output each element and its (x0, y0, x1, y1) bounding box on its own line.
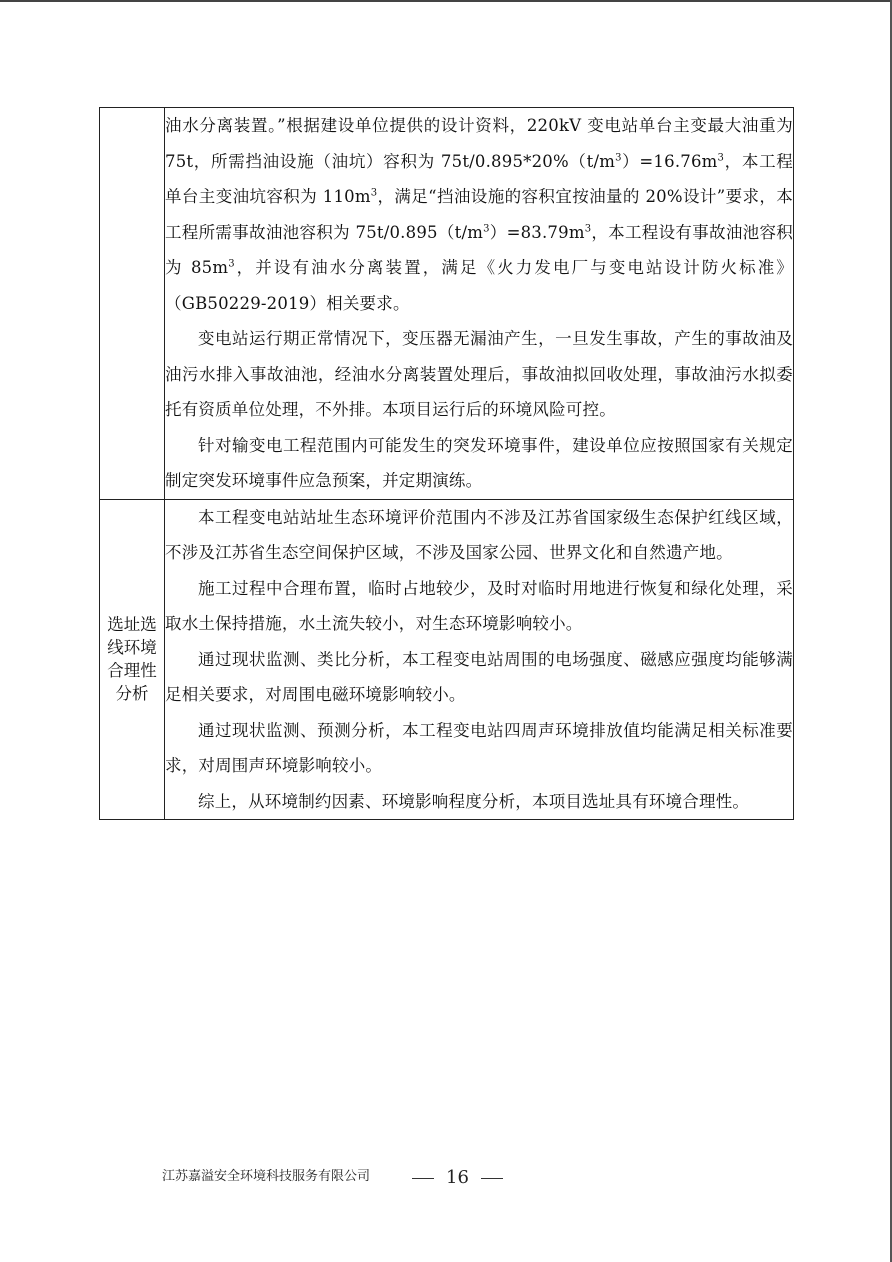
text-run: ，本工程单台主变油坑容积为 110m (165, 151, 793, 206)
site-selection-label-cell (100, 499, 165, 820)
risk-paragraphs (165, 108, 793, 499)
label-line: 分析 (115, 684, 149, 704)
text-run: 综上，从环境制约因素、环境影响程度分析，本项目选址具有环境合理性。 (198, 791, 750, 811)
text-run: ，本工程设有事故油池容积为 85m (165, 222, 793, 277)
analysis-table (99, 107, 794, 820)
superscript: 3 (584, 223, 592, 234)
page-dash-right (481, 1178, 503, 1179)
text-run: ）=16.76m (621, 151, 718, 171)
paragraph (165, 784, 793, 820)
risk-content-cell (165, 108, 794, 500)
text-run: ，满足“挡油设施的容积宜按油量的 20%设计”要求，本工程所需事故油池容积为 75t/0.895（t/m (165, 187, 793, 242)
page-number-value: 16 (446, 1167, 469, 1188)
superscript: 3 (615, 152, 622, 163)
paragraph (165, 713, 793, 784)
text-run: 变电站运行期正常情况下，变压器无漏油产生，一旦发生事故，产生的事故油及油污水排入事故油池，经油水分离装置处理后，事故油拟回收处理，事故油污水拟委托有资质单位处理，不外排。本项目运行后的环境风险可控。 (165, 329, 793, 419)
site-selection-content-cell (165, 499, 794, 820)
paragraph (165, 428, 793, 499)
table-row (100, 108, 794, 500)
paragraph (165, 500, 793, 571)
page-dash-left (412, 1178, 434, 1179)
row-label-cell (100, 108, 165, 500)
label-line: 合理性 (107, 661, 157, 681)
text-run: 本工程变电站站址生态环境评价范围内不涉及江苏省国家级生态保护红线区域，不涉及江苏省生态空间保护区域，不涉及国家公园、世界文化和自然遗产地。 (165, 507, 793, 562)
text-run: 施工过程中合理布置，临时占地较少，及时对临时用地进行恢复和绿化处理，采取水土保持措施，水土流失较小，对生态环境影响较小。 (165, 578, 793, 633)
paragraph (165, 642, 793, 713)
text-run: 通过现状监测、类比分析，本工程变电站周围的电场强度、磁感应强度均能够满足相关要求，对周围电磁环境影响较小。 (165, 649, 793, 704)
text-run: ）=83.79m (489, 222, 585, 242)
page-number (400, 1167, 515, 1188)
text-run: 针对输变电工程范围内可能发生的突发环境事件，建设单位应按照国家有关规定制定突发环境事件应急预案，并定期演练。 (165, 435, 793, 490)
superscript: 3 (370, 187, 378, 199)
site-selection-paragraphs (165, 500, 793, 820)
label-line: 选址选 (107, 615, 157, 635)
text-run: 油水分离装置。”根据建设单位提供的设计资料，220kV 变电站单台主变最大油重为 75t，所需挡油设施（油坑）容积为 75t/0.895*20%（t/m (165, 116, 793, 171)
paragraph (165, 571, 793, 642)
label-line: 线环境 (107, 638, 157, 658)
superscript: 3 (717, 152, 725, 163)
paragraph (165, 108, 793, 321)
text-run: 通过现状监测、预测分析，本工程变电站四周声环境排放值均能满足相关标准要求，对周围声环境影响较小。 (165, 720, 793, 775)
footer-company: 江苏嘉溢安全环境科技服务有限公司 (162, 1169, 371, 1184)
superscript: 3 (228, 258, 235, 270)
text-run: ，并设有油水分离装置，满足《火力发电厂与变电站设计防火标准》（GB50229-2019）相关要求。 (165, 258, 793, 313)
table-row (100, 499, 794, 820)
superscript: 3 (483, 223, 490, 234)
site-selection-label (100, 613, 164, 705)
top-border-line (0, 0, 892, 2)
paragraph (165, 321, 793, 428)
